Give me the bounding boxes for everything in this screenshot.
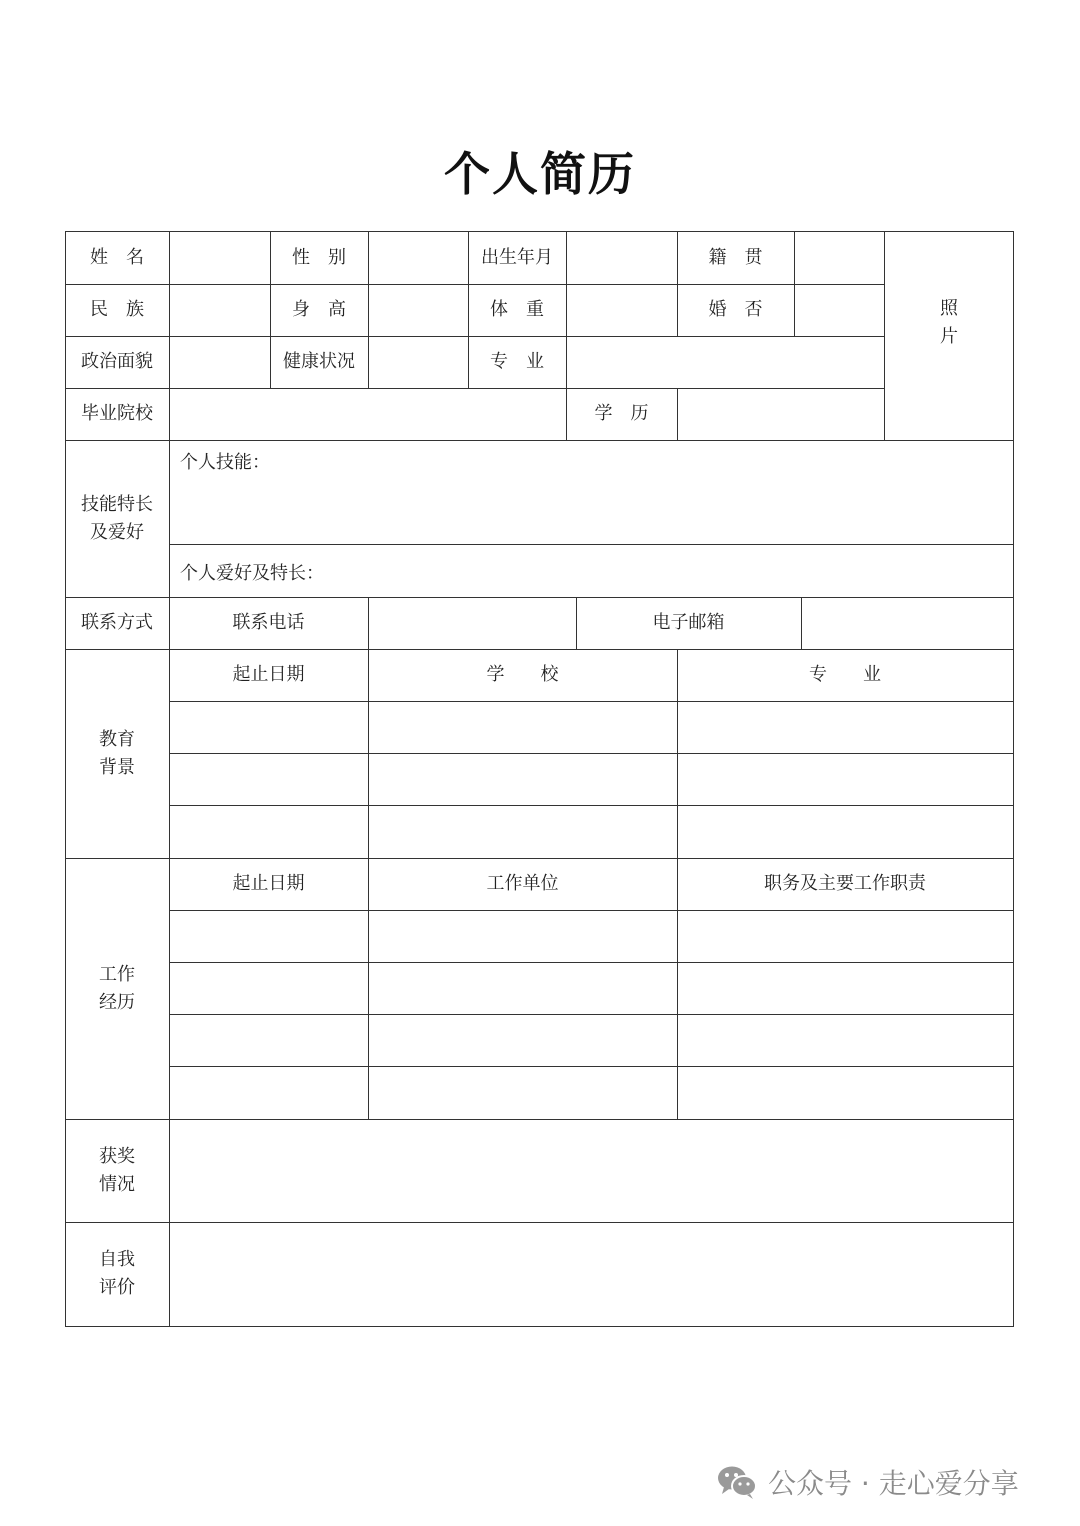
email-field[interactable]	[802, 598, 1013, 649]
birth-date-field[interactable]	[567, 232, 677, 284]
work-col-employer: 工作单位	[486, 873, 559, 894]
education-row-2-detail-field[interactable]	[678, 754, 1013, 805]
ethnicity-field[interactable]	[170, 285, 270, 336]
height-label: 身 高	[292, 299, 346, 320]
work-row-4-name-field[interactable]	[369, 1067, 677, 1118]
major-field[interactable]	[567, 337, 884, 388]
gender-label: 性 别	[292, 246, 346, 268]
graduate-school-label: 毕业院校	[81, 403, 153, 424]
skills-field[interactable]	[170, 441, 1013, 544]
work-col-dates: 起止日期	[232, 873, 305, 894]
watermark	[716, 1462, 1019, 1502]
weight-field[interactable]	[567, 285, 677, 336]
skills-section-label: 技能特长 及爱好	[81, 493, 153, 543]
skills-label: 个人技能：	[180, 452, 270, 473]
political-status-field[interactable]	[170, 337, 270, 388]
degree-label: 学 历	[594, 403, 649, 424]
photo-label: 照 片	[940, 298, 958, 347]
education-section-label: 教育 背景	[99, 728, 135, 778]
gender-field[interactable]	[369, 232, 468, 284]
work-row-4-dates-field[interactable]	[170, 1067, 368, 1118]
health-label: 健康状况	[283, 351, 355, 372]
birth-date-label: 出生年月	[481, 246, 553, 268]
self-evaluation-field[interactable]	[170, 1223, 1013, 1326]
page-title: 个人简历	[444, 147, 636, 201]
education-row-1-detail-field[interactable]	[678, 702, 1013, 753]
height-field[interactable]	[369, 285, 468, 336]
phone-label: 联系电话	[232, 612, 305, 633]
work-row-1-detail-field[interactable]	[678, 911, 1013, 962]
work-row-2-dates-field[interactable]	[170, 963, 368, 1014]
wechat-icon	[716, 1464, 758, 1500]
work-row-2-name-field[interactable]	[369, 963, 677, 1014]
native-place-field[interactable]	[795, 232, 884, 284]
weight-label: 体 重	[490, 299, 544, 320]
hobbies-label: 个人爱好及特长：	[180, 563, 324, 584]
photo-box[interactable]	[885, 232, 1013, 440]
work-row-4-detail-field[interactable]	[678, 1067, 1013, 1118]
marital-status-field[interactable]	[795, 285, 884, 336]
education-row-1-dates-field[interactable]	[170, 702, 368, 753]
work-section-label: 工作 经历	[99, 963, 135, 1013]
awards-section-label: 获奖 情况	[99, 1145, 135, 1195]
email-label: 电子邮箱	[652, 612, 725, 633]
phone-field[interactable]	[369, 598, 576, 649]
major-label: 专 业	[490, 351, 544, 372]
health-field[interactable]	[369, 337, 468, 388]
work-row-1-dates-field[interactable]	[170, 911, 368, 962]
watermark-text: 公众号 · 走心爱分享	[768, 1467, 1019, 1500]
work-row-1-name-field[interactable]	[369, 911, 677, 962]
work-row-3-dates-field[interactable]	[170, 1015, 368, 1066]
hobbies-field[interactable]	[170, 545, 1013, 597]
ethnicity-label: 民 族	[90, 299, 144, 320]
awards-field[interactable]	[170, 1120, 1013, 1222]
work-col-duties: 职务及主要工作职责	[764, 873, 926, 894]
work-row-2-detail-field[interactable]	[678, 963, 1013, 1014]
self-evaluation-section-label: 自我 评价	[99, 1249, 135, 1298]
education-row-2-name-field[interactable]	[369, 754, 677, 805]
name-label: 姓 名	[90, 246, 144, 268]
education-col-school: 学 校	[486, 664, 559, 685]
work-row-3-detail-field[interactable]	[678, 1015, 1013, 1066]
education-row-3-dates-field[interactable]	[170, 806, 368, 857]
education-col-dates: 起止日期	[232, 664, 305, 685]
native-place-label: 籍 贯	[708, 246, 763, 268]
contact-section-label: 联系方式	[81, 612, 153, 633]
education-row-2-dates-field[interactable]	[170, 754, 368, 805]
marital-status-label: 婚 否	[708, 299, 763, 320]
work-row-3-name-field[interactable]	[369, 1015, 677, 1066]
graduate-school-field[interactable]	[170, 389, 566, 440]
name-field[interactable]	[170, 232, 270, 284]
education-row-3-detail-field[interactable]	[678, 806, 1013, 857]
political-status-label: 政治面貌	[81, 351, 153, 372]
education-row-1-name-field[interactable]	[369, 702, 677, 753]
education-col-major: 专 业	[809, 664, 881, 685]
degree-field[interactable]	[678, 389, 884, 440]
education-row-3-name-field[interactable]	[369, 806, 677, 857]
